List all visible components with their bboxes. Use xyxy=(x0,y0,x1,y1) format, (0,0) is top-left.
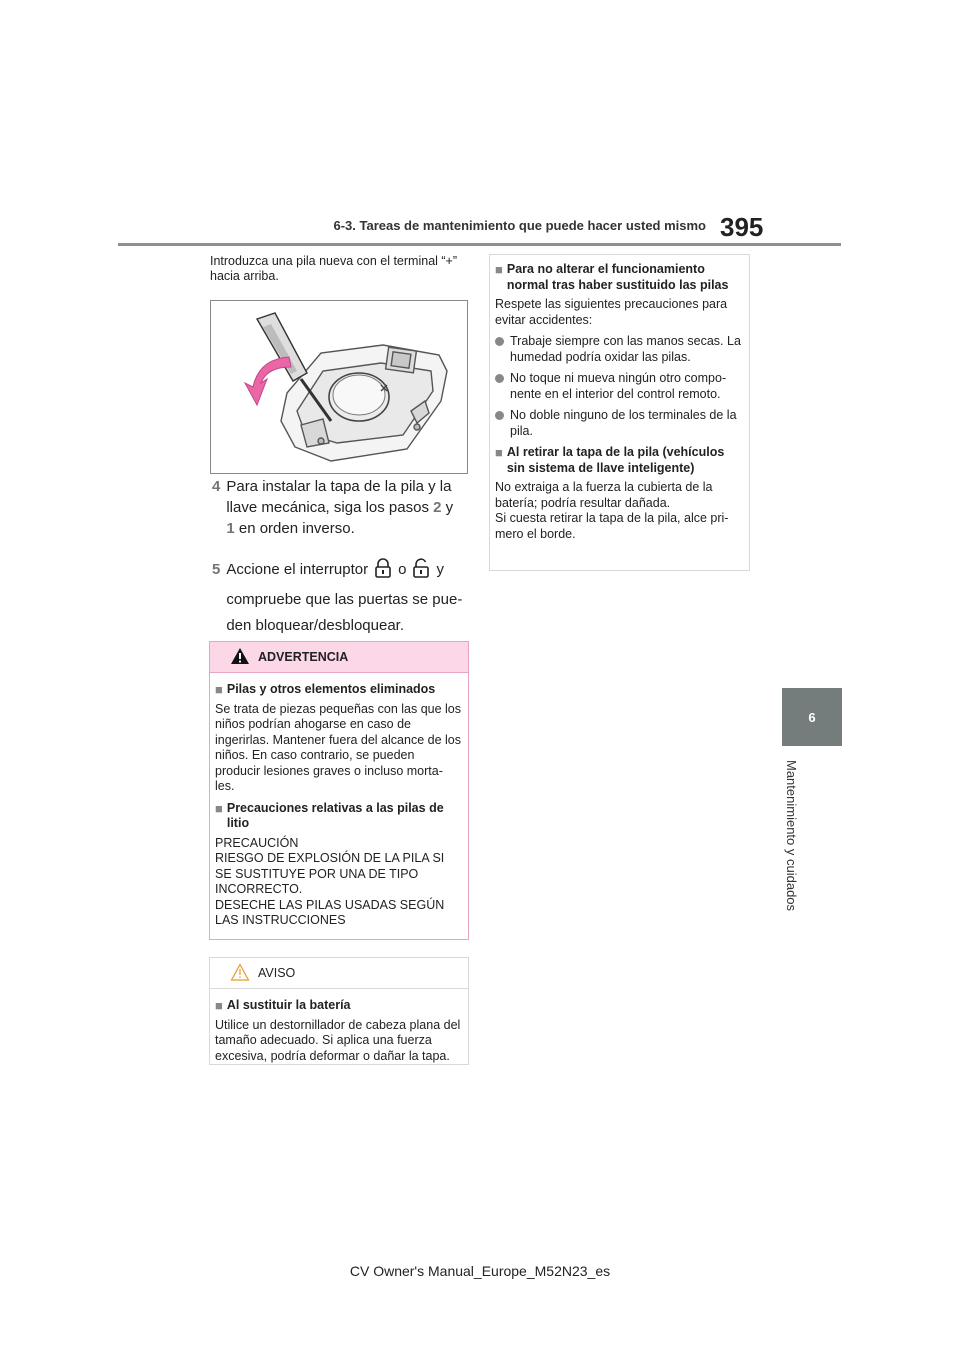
list-item: Trabaje siempre con las manos secas. La humedad podría oxidar las pilas. xyxy=(495,334,743,365)
warning-header xyxy=(210,642,468,673)
chapter-tab[interactable] xyxy=(782,688,842,746)
chapter-label: Mantenimiento y cuidados xyxy=(784,760,799,912)
caution-triangle-icon xyxy=(230,963,250,986)
step-ref: 1 xyxy=(226,520,235,537)
round-bullet-icon xyxy=(495,374,504,383)
notice-header xyxy=(210,958,468,989)
list-item: No doble ninguno de los terminales de la pila. xyxy=(495,408,743,439)
notice-title: AVISO xyxy=(258,966,296,980)
step-ref: 2 xyxy=(433,499,442,516)
step-4: 4 Para instalar la tapa de la pila y la llave mecánica, siga los pasos 2 y 1 en orden inverso. xyxy=(212,478,454,537)
info-box xyxy=(489,254,750,571)
notice-section-text: Utilice un destornillador de cabeza plana del tamaño adecuado. Si aplica una fuerza excesiva, podría deformar o dañar la tapa. xyxy=(215,1017,461,1063)
warning-section-text: PRECAUCIÓN RIESGO DE EXPLOSIÓN DE LA PILA SI SE SUSTITUYE POR UNA DE TIPO INCORRECTO. DESECHE LAS PILAS USADAS SEGÚN LAS INSTRUCCIONES xyxy=(215,835,445,927)
warning-title: ADVERTENCIA xyxy=(258,650,349,664)
info-section-heading: ■ Al retirar la tapa de la pila (vehículos sin sistema de llave inteligente) xyxy=(495,445,725,475)
coin-battery-icon xyxy=(329,373,389,421)
unlock-icon xyxy=(412,558,430,587)
square-bullet-icon: ■ xyxy=(495,445,503,460)
step-number: 5 xyxy=(212,561,221,578)
warning-triangle-icon xyxy=(230,647,250,670)
step-number: 4 xyxy=(212,478,221,495)
footer-manual-id: CV Owner's Manual_Europe_M52N23_es xyxy=(349,1263,611,1279)
step-5: 5 Accione el interruptor o y compruebe que las puertas se pue- den bloquear/desbloquear. xyxy=(212,557,474,639)
lock-icon xyxy=(374,558,392,587)
battery-install-figure xyxy=(210,300,468,474)
notice-box xyxy=(209,957,469,1065)
round-bullet-icon xyxy=(495,337,504,346)
header-divider xyxy=(118,243,841,246)
info-section-heading: ■ Para no alterar el funcionamiento normal tras haber sustituido las pilas xyxy=(495,262,729,292)
warning-box xyxy=(209,641,469,940)
list-item: No toque ni mueva ningún otro compo- nente en el interior del control remoto. xyxy=(495,371,743,402)
section-title: 6-3. Tareas de mantenimiento que puede hacer usted mismo xyxy=(333,218,706,233)
square-bullet-icon: ■ xyxy=(215,800,223,816)
info-section-text: No extraiga a la fuerza la cubierta de la batería; podría resultar dañada. Si cuesta retirar la tapa de la pila, alce pri- mero el borde. xyxy=(495,480,729,541)
square-bullet-icon: ■ xyxy=(495,262,503,277)
warning-section-text: Se trata de piezas pequeñas con las que los niños podrían ahogarse en caso de ingerirlas. Mantener fuera del alcance de los niños. En caso contrario, se pueden producir lesiones graves o incluso morta- les. xyxy=(215,701,462,793)
info-section-text: Respete las siguientes precauciones para evitar accidentes: xyxy=(495,297,728,327)
chapter-number: 6 xyxy=(808,709,816,725)
warning-section-heading: ■ Pilas y otros elementos eliminados xyxy=(215,682,436,697)
rotate-arrow-icon xyxy=(245,357,291,405)
square-bullet-icon: ■ xyxy=(215,998,223,1013)
notice-section-heading: ■ Al sustituir la batería xyxy=(215,998,351,1013)
intro-text: Introduzca una pila nueva con el terminal “+” hacia arriba. xyxy=(210,254,458,283)
square-bullet-icon: ■ xyxy=(215,682,223,697)
warning-section-heading: ■ Precauciones relativas a las pilas de litio xyxy=(215,800,444,830)
round-bullet-icon xyxy=(495,411,504,420)
page-number: 395 xyxy=(720,212,764,242)
